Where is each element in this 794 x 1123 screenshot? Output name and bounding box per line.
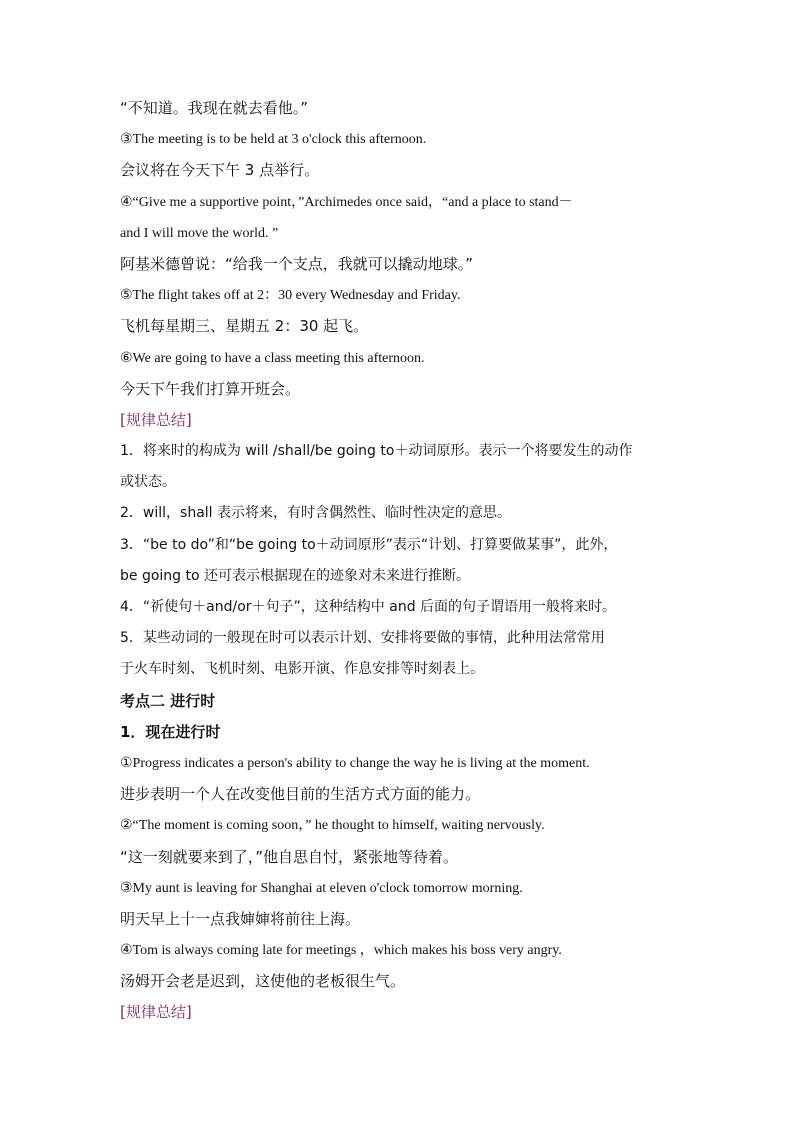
progressive-example-1-chinese: 进步表明一个人在改变他目前的生活方式方面的能力。 xyxy=(120,785,481,804)
example-4-english-part1: ④“Give me a supportive point，”Archimedes once said，“and a place to stand－ xyxy=(120,194,573,210)
progressive-example-2-chinese: “这一刻就要来到了，”他自思自忖，紧张地等待着。 xyxy=(120,847,459,866)
rule-4: 4．“祈使句＋and/or＋句子”，这种结构中 and 后面的句子谓语用一般将来时。 xyxy=(120,599,617,615)
example-3-chinese: 会议将在今天下午 3 点举行。 xyxy=(120,161,320,180)
rule-2: 2．will，shall 表示将来，有时含偶然性、临时性决定的意思。 xyxy=(120,505,512,522)
progressive-example-4-chinese: 汤姆开会老是迟到，这使他的老板很生气。 xyxy=(120,972,406,991)
rule-5-line1: 5．某些动词的一般现在时可以表示计划、安排将要做的事情，此种用法常常用 xyxy=(120,630,605,647)
rule-3-line1: 3．“be to do”和“be going to＋动词原形”表示“计划、打算要做某事”，此外， xyxy=(120,536,618,553)
progressive-example-3-english: ③My aunt is leaving for Shanghai at eleven o'clock tomorrow morning. xyxy=(120,880,523,896)
document-body xyxy=(120,93,680,1029)
rule-1-line1: 1．将来时的构成为 will /shall/be going to＋动词原形。表示一个将要发生的动作 xyxy=(120,443,633,460)
rule-summary-heading-2: [规律总结] xyxy=(120,1003,192,1022)
section-heading: 考点二 进行时 xyxy=(120,691,216,710)
rule-1-line2: 或状态。 xyxy=(120,474,176,491)
rule-summary-heading: [规律总结] xyxy=(120,410,192,429)
example-6-english: ⑥We are going to have a class meeting this afternoon. xyxy=(120,350,425,366)
example-6-chinese: 今天下午我们打算开班会。 xyxy=(120,379,301,398)
rule-3-line2: be going to 还可表示根据现在的迹象对未来进行推断。 xyxy=(120,567,471,584)
example-4-chinese: 阿基米德曾说：“给我一个支点，我就可以撬动地球。” xyxy=(120,254,474,273)
example-5-english: ⑤The flight takes off at 2：30 every Wednesday and Friday. xyxy=(120,288,461,304)
example-4-english-part2: and I will move the world. ” xyxy=(120,225,279,241)
progressive-example-2-english: ②“The moment is coming soon，” he thought to himself, waiting nervously. xyxy=(120,818,545,834)
example-3-english: ③The meeting is to be held at 3 o'clock this afternoon. xyxy=(120,132,427,148)
example-5-chinese: 飞机每星期三、星期五 2：30 起飞。 xyxy=(120,317,369,336)
progressive-example-1-english: ①Progress indicates a person's ability to change the way he is living at the moment. xyxy=(120,755,590,771)
progressive-example-4-english: ④Tom is always coming late for meetings ，which makes his boss very angry. xyxy=(120,943,562,959)
rule-5-line2: 于火车时刻、飞机时刻、电影开演、作息安排等时刻表上。 xyxy=(120,661,484,678)
progressive-example-3-chinese: 明天早上十一点我婶婶将前往上海。 xyxy=(120,909,361,928)
subsection-heading: 1．现在进行时 xyxy=(120,722,221,741)
quote-translation-line: “不知道。我现在就去看他。” xyxy=(120,99,309,117)
